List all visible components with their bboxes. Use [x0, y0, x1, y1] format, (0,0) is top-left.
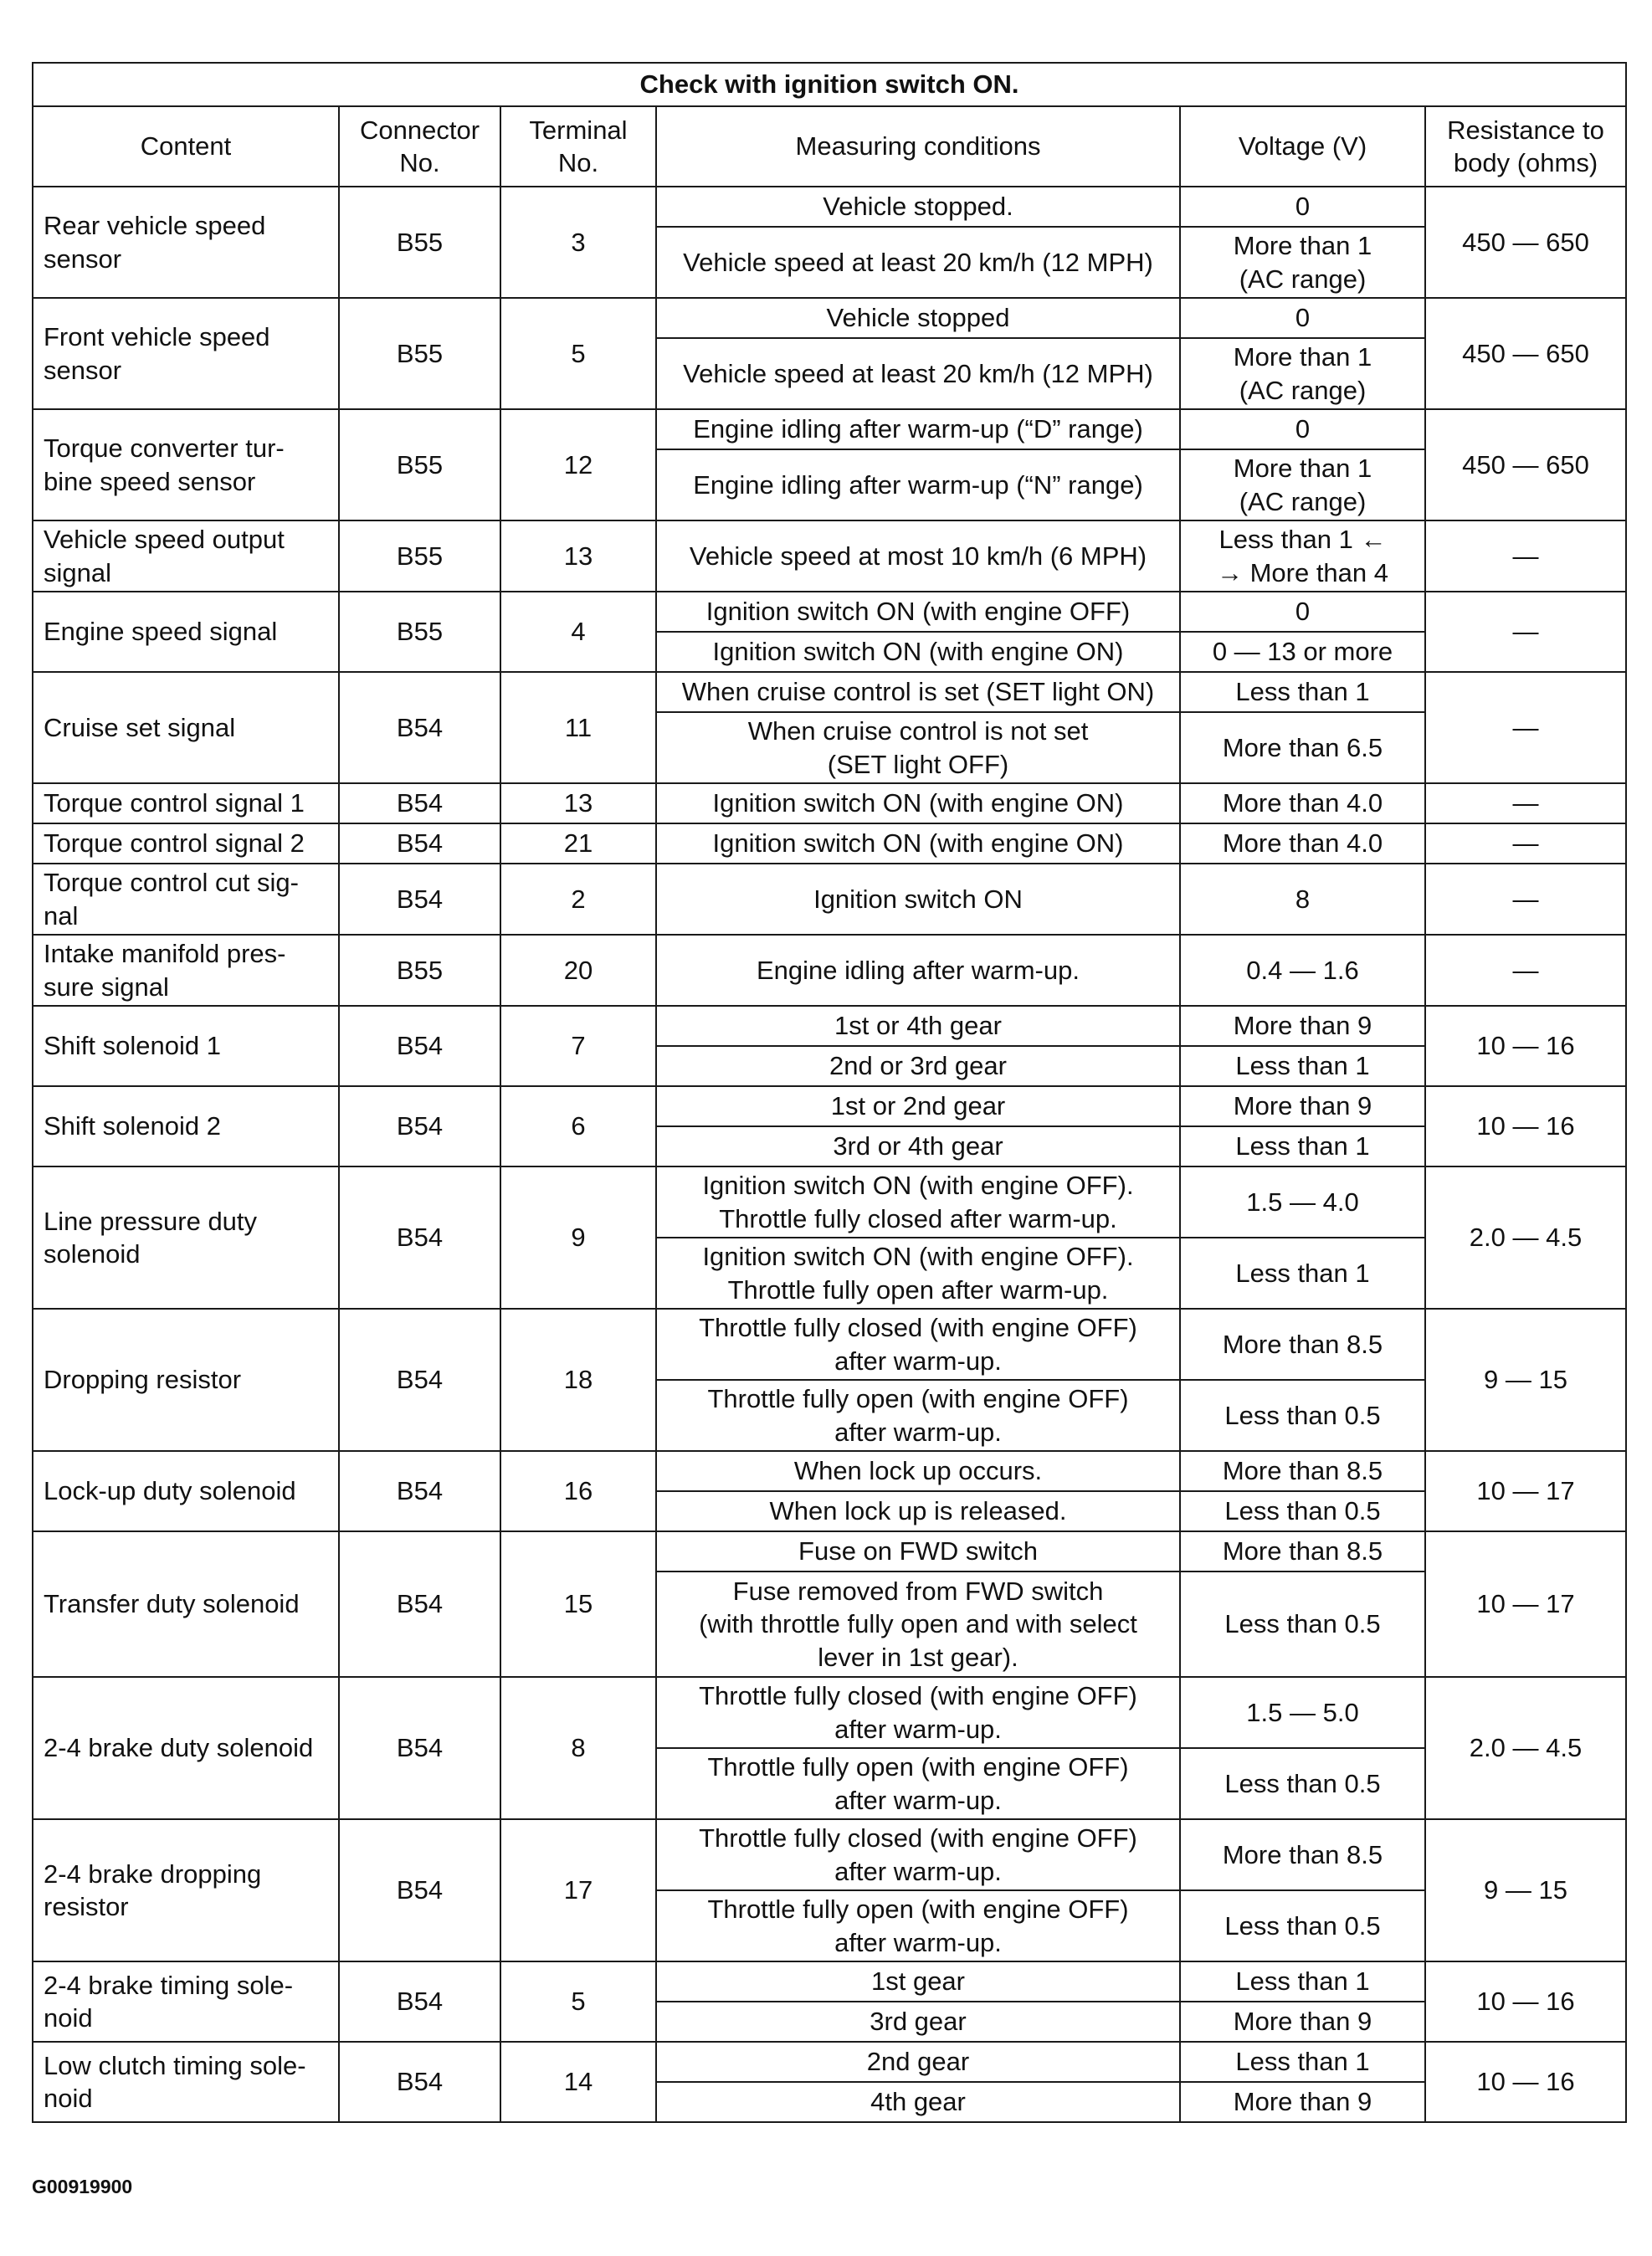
table-title: Check with ignition switch ON.: [33, 63, 1626, 106]
voltage-cell: 1.5 — 4.0: [1180, 1166, 1425, 1238]
connector-cell: B54: [339, 1677, 500, 1819]
voltage-cell: More than 8.5: [1180, 1451, 1425, 1491]
voltage-cell: Less than 0.5: [1180, 1748, 1425, 1819]
condition-cell: Throttle fully open (with engine OFF) after warm-up.: [656, 1748, 1180, 1819]
table-row: [33, 1819, 1626, 1890]
condition-cell: Ignition switch ON: [656, 864, 1180, 935]
connector-cell: B54: [339, 2042, 500, 2122]
voltage-cell: More than 1 (AC range): [1180, 338, 1425, 409]
table-row: [33, 1086, 1626, 1126]
condition-cell: Engine idling after warm-up (“N” range): [656, 449, 1180, 520]
content-cell: Shift solenoid 2: [33, 1086, 339, 1166]
content-cell: Intake manifold pres- sure signal: [33, 935, 339, 1006]
condition-cell: Vehicle stopped: [656, 298, 1180, 338]
terminal-cell: 11: [500, 672, 656, 783]
resistance-cell: 2.0 — 4.5: [1425, 1166, 1626, 1309]
table-row: [33, 409, 1626, 449]
resistance-cell: 2.0 — 4.5: [1425, 1677, 1626, 1819]
resistance-cell: —: [1425, 592, 1626, 672]
voltage-cell: Less than 1: [1180, 1238, 1425, 1309]
resistance-cell: 9 — 15: [1425, 1309, 1626, 1451]
connector-cell: B54: [339, 1451, 500, 1531]
voltage-cell: More than 8.5: [1180, 1819, 1425, 1890]
connector-cell: B54: [339, 1309, 500, 1451]
terminal-cell: 8: [500, 1677, 656, 1819]
content-cell: Rear vehicle speed sensor: [33, 187, 339, 298]
table-row: [33, 1309, 1626, 1380]
resistance-cell: 10 — 16: [1425, 1961, 1626, 2042]
connector-cell: B55: [339, 520, 500, 592]
resistance-cell: 9 — 15: [1425, 1819, 1626, 1961]
connector-cell: B54: [339, 783, 500, 823]
col-header-connector: Connector No.: [339, 106, 500, 187]
voltage-cell: Less than 1: [1180, 672, 1425, 712]
connector-cell: B54: [339, 1006, 500, 1086]
table-row: [33, 520, 1626, 592]
content-cell: Transfer duty solenoid: [33, 1531, 339, 1677]
connector-cell: B54: [339, 823, 500, 864]
condition-cell: 2nd or 3rd gear: [656, 1046, 1180, 1086]
figure-id: G00919900: [32, 2176, 133, 2197]
content-cell: 2-4 brake timing sole- noid: [33, 1961, 339, 2042]
condition-cell: When lock up occurs.: [656, 1451, 1180, 1491]
terminal-cell: 12: [500, 409, 656, 520]
condition-cell: When cruise control is set (SET light ON): [656, 672, 1180, 712]
connector-cell: B55: [339, 409, 500, 520]
condition-cell: Throttle fully closed (with engine OFF) after warm-up.: [656, 1819, 1180, 1890]
col-header-terminal: Terminal No.: [500, 106, 656, 187]
table-row: [33, 1961, 1626, 2002]
resistance-cell: 450 — 650: [1425, 187, 1626, 298]
voltage-cell: Less than 0.5: [1180, 1491, 1425, 1531]
terminal-cell: 18: [500, 1309, 656, 1451]
terminal-cell: 6: [500, 1086, 656, 1166]
connector-cell: B54: [339, 672, 500, 783]
connector-cell: B55: [339, 187, 500, 298]
table-row: [33, 298, 1626, 338]
content-cell: Shift solenoid 1: [33, 1006, 339, 1086]
condition-cell: Ignition switch ON (with engine OFF): [656, 592, 1180, 632]
condition-cell: Throttle fully closed (with engine OFF) after warm-up.: [656, 1309, 1180, 1380]
condition-cell: 4th gear: [656, 2082, 1180, 2122]
connector-cell: B54: [339, 1166, 500, 1309]
table-row: [33, 187, 1626, 227]
voltage-cell: 0: [1180, 592, 1425, 632]
voltage-cell: More than 8.5: [1180, 1309, 1425, 1380]
condition-cell: Vehicle speed at most 10 km/h (6 MPH): [656, 520, 1180, 592]
condition-cell: 1st gear: [656, 1961, 1180, 2002]
terminal-cell: 9: [500, 1166, 656, 1309]
voltage-cell: 0: [1180, 409, 1425, 449]
terminal-cell: 2: [500, 864, 656, 935]
table-row: [33, 1006, 1626, 1046]
condition-cell: Fuse removed from FWD switch (with throttle fully open and with select lever in 1st gear).: [656, 1572, 1180, 1677]
voltage-cell: More than 6.5: [1180, 712, 1425, 783]
terminal-cell: 4: [500, 592, 656, 672]
terminal-cell: 17: [500, 1819, 656, 1961]
table-row: [33, 592, 1626, 632]
content-cell: Lock-up duty solenoid: [33, 1451, 339, 1531]
col-header-conditions: Measuring conditions: [656, 106, 1180, 187]
voltage-cell: Less than 1 ← → More than 4: [1180, 520, 1425, 592]
condition-cell: Engine idling after warm-up (“D” range): [656, 409, 1180, 449]
resistance-cell: —: [1425, 520, 1626, 592]
condition-cell: Ignition switch ON (with engine OFF). Throttle fully open after warm-up.: [656, 1238, 1180, 1309]
voltage-cell: Less than 0.5: [1180, 1572, 1425, 1677]
voltage-cell: More than 8.5: [1180, 1531, 1425, 1572]
connector-cell: B55: [339, 592, 500, 672]
ignition-check-table: [32, 62, 1627, 2123]
voltage-cell: 0 — 13 or more: [1180, 632, 1425, 672]
resistance-cell: —: [1425, 864, 1626, 935]
content-cell: Vehicle speed output signal: [33, 520, 339, 592]
terminal-cell: 16: [500, 1451, 656, 1531]
connector-cell: B54: [339, 1086, 500, 1166]
table-row: [33, 2042, 1626, 2082]
voltage-cell: 0: [1180, 187, 1425, 227]
terminal-cell: 14: [500, 2042, 656, 2122]
resistance-cell: 10 — 17: [1425, 1531, 1626, 1677]
terminal-cell: 3: [500, 187, 656, 298]
connector-cell: B54: [339, 1961, 500, 2042]
table-row: [33, 823, 1626, 864]
content-cell: Dropping resistor: [33, 1309, 339, 1451]
connector-cell: B54: [339, 1819, 500, 1961]
connector-cell: B54: [339, 864, 500, 935]
condition-cell: Engine idling after warm-up.: [656, 935, 1180, 1006]
connector-cell: B55: [339, 935, 500, 1006]
table-row: [33, 672, 1626, 712]
terminal-cell: 13: [500, 520, 656, 592]
resistance-cell: 10 — 16: [1425, 2042, 1626, 2122]
voltage-cell: Less than 1: [1180, 2042, 1425, 2082]
condition-cell: Vehicle speed at least 20 km/h (12 MPH): [656, 338, 1180, 409]
voltage-cell: More than 9: [1180, 1086, 1425, 1126]
condition-cell: Ignition switch ON (with engine OFF). Throttle fully closed after warm-up.: [656, 1166, 1180, 1238]
resistance-cell: 450 — 650: [1425, 298, 1626, 409]
resistance-cell: —: [1425, 935, 1626, 1006]
terminal-cell: 7: [500, 1006, 656, 1086]
condition-cell: Throttle fully closed (with engine OFF) after warm-up.: [656, 1677, 1180, 1748]
resistance-cell: —: [1425, 823, 1626, 864]
table-row: [33, 1166, 1626, 1238]
condition-cell: 1st or 4th gear: [656, 1006, 1180, 1046]
table-row: [33, 1451, 1626, 1491]
content-cell: Cruise set signal: [33, 672, 339, 783]
voltage-cell: More than 4.0: [1180, 823, 1425, 864]
table-row: [33, 783, 1626, 823]
voltage-cell: Less than 1: [1180, 1126, 1425, 1166]
col-header-resistance: Resistance to body (ohms): [1425, 106, 1626, 187]
voltage-cell: More than 1 (AC range): [1180, 449, 1425, 520]
content-cell: Torque control cut sig- nal: [33, 864, 339, 935]
voltage-cell: More than 9: [1180, 2082, 1425, 2122]
voltage-cell: More than 4.0: [1180, 783, 1425, 823]
condition-cell: 2nd gear: [656, 2042, 1180, 2082]
voltage-cell: Less than 0.5: [1180, 1380, 1425, 1451]
table-row: [33, 935, 1626, 1006]
condition-cell: Throttle fully open (with engine OFF) after warm-up.: [656, 1380, 1180, 1451]
voltage-cell: More than 9: [1180, 2002, 1425, 2042]
content-cell: Torque converter tur- bine speed sensor: [33, 409, 339, 520]
connector-cell: B55: [339, 298, 500, 409]
condition-cell: When cruise control is not set (SET light OFF): [656, 712, 1180, 783]
condition-cell: 1st or 2nd gear: [656, 1086, 1180, 1126]
resistance-cell: 10 — 16: [1425, 1086, 1626, 1166]
condition-cell: Vehicle speed at least 20 km/h (12 MPH): [656, 227, 1180, 298]
condition-cell: 3rd or 4th gear: [656, 1126, 1180, 1166]
table-body: [33, 187, 1626, 2122]
content-cell: Torque control signal 1: [33, 783, 339, 823]
table-row: [33, 1531, 1626, 1572]
resistance-cell: —: [1425, 783, 1626, 823]
voltage-cell: 8: [1180, 864, 1425, 935]
col-header-voltage: Voltage (V): [1180, 106, 1425, 187]
terminal-cell: 21: [500, 823, 656, 864]
terminal-cell: 13: [500, 783, 656, 823]
voltage-cell: Less than 0.5: [1180, 1890, 1425, 1961]
resistance-cell: 450 — 650: [1425, 409, 1626, 520]
voltage-cell: 1.5 — 5.0: [1180, 1677, 1425, 1748]
content-cell: 2-4 brake dropping resistor: [33, 1819, 339, 1961]
voltage-cell: 0: [1180, 298, 1425, 338]
voltage-cell: More than 1 (AC range): [1180, 227, 1425, 298]
terminal-cell: 20: [500, 935, 656, 1006]
condition-cell: Ignition switch ON (with engine ON): [656, 632, 1180, 672]
resistance-cell: 10 — 16: [1425, 1006, 1626, 1086]
condition-cell: 3rd gear: [656, 2002, 1180, 2042]
content-cell: Front vehicle speed sensor: [33, 298, 339, 409]
condition-cell: When lock up is released.: [656, 1491, 1180, 1531]
resistance-cell: —: [1425, 672, 1626, 783]
voltage-cell: Less than 1: [1180, 1046, 1425, 1086]
content-cell: 2-4 brake duty solenoid: [33, 1677, 339, 1819]
condition-cell: Throttle fully open (with engine OFF) after warm-up.: [656, 1890, 1180, 1961]
condition-cell: Fuse on FWD switch: [656, 1531, 1180, 1572]
content-cell: Line pressure duty solenoid: [33, 1166, 339, 1309]
content-cell: Engine speed signal: [33, 592, 339, 672]
voltage-cell: 0.4 — 1.6: [1180, 935, 1425, 1006]
terminal-cell: 5: [500, 298, 656, 409]
condition-cell: Ignition switch ON (with engine ON): [656, 823, 1180, 864]
voltage-cell: More than 9: [1180, 1006, 1425, 1046]
terminal-cell: 15: [500, 1531, 656, 1677]
content-cell: Torque control signal 2: [33, 823, 339, 864]
connector-cell: B54: [339, 1531, 500, 1677]
terminal-cell: 5: [500, 1961, 656, 2042]
table-row: [33, 864, 1626, 935]
content-cell: Low clutch timing sole- noid: [33, 2042, 339, 2122]
condition-cell: Vehicle stopped.: [656, 187, 1180, 227]
voltage-cell: Less than 1: [1180, 1961, 1425, 2002]
condition-cell: Ignition switch ON (with engine ON): [656, 783, 1180, 823]
table-row: [33, 1677, 1626, 1748]
resistance-cell: 10 — 17: [1425, 1451, 1626, 1531]
col-header-content: Content: [33, 106, 339, 187]
